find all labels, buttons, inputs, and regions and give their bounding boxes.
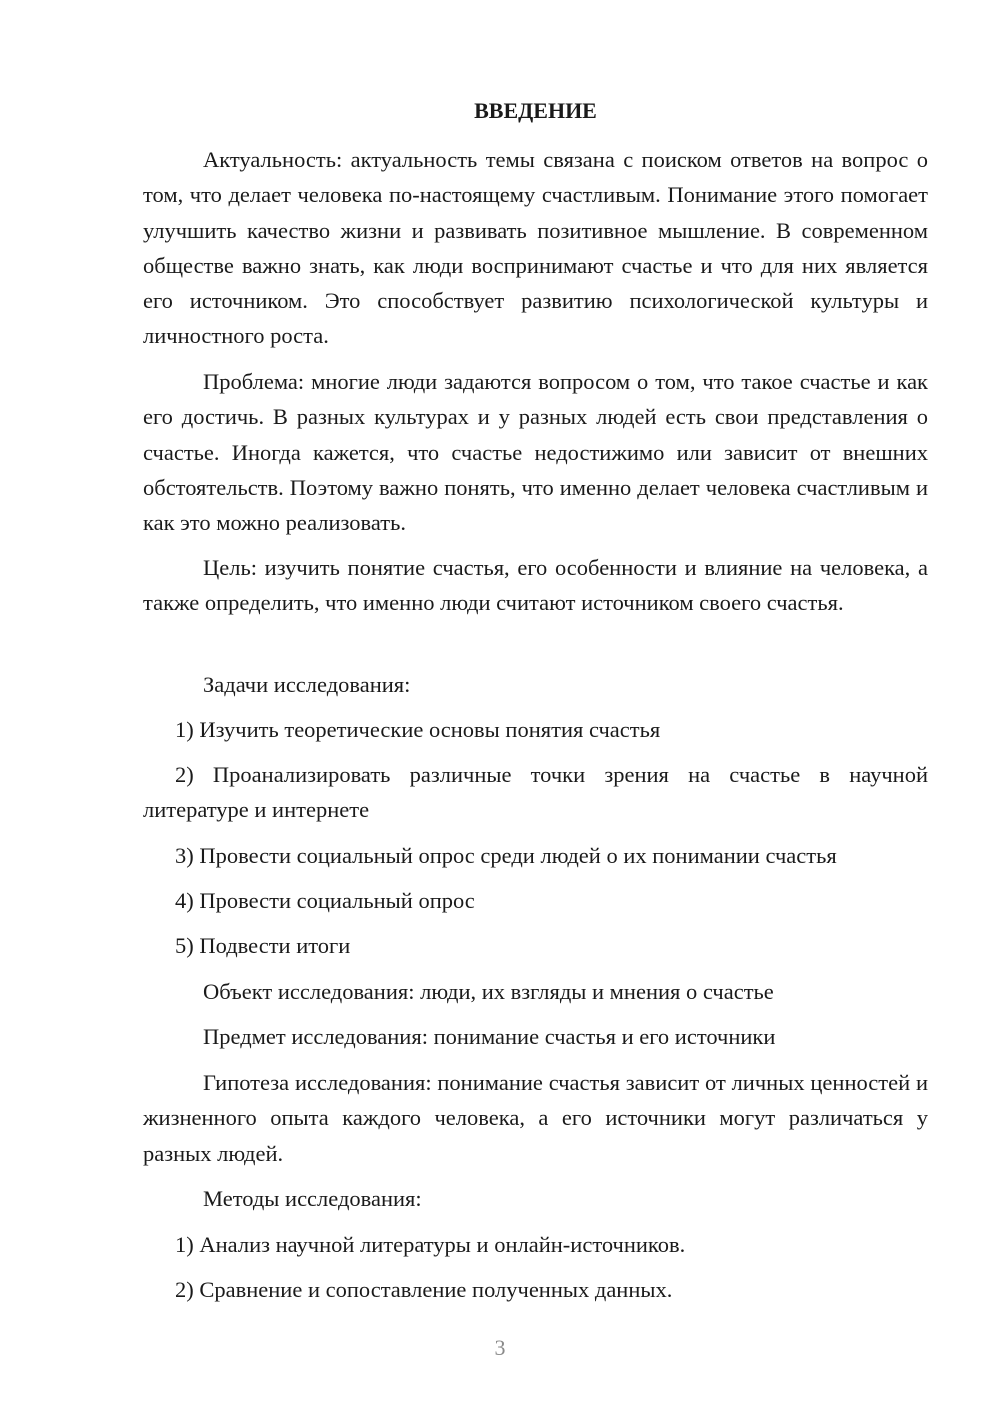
- page-number: 3: [494, 1335, 506, 1360]
- method-item-1: 1) Анализ научной литературы и онлайн-источников.: [175, 1232, 686, 1257]
- task-item-2: 2) Проанализировать различные точки зрения на счастье в научной литературе и интернете: [143, 762, 928, 823]
- problem-paragraph: Проблема: многие люди задаются вопросом о том, что такое счастье и как его достичь. В разных культурах и у разных людей есть свои представления о счастье. Иногда кажется, что счастье недостижимо или зависит от внешних обстоятельств. Поэтому важно понять, что именно делает человека счастливым и как это можно реализовать.: [143, 369, 928, 536]
- methods-heading: Методы исследования:: [203, 1186, 422, 1211]
- task-item-1: 1) Изучить теоретические основы понятия счастья: [175, 717, 661, 742]
- method-item-2: 2) Сравнение и сопоставление полученных данных.: [175, 1277, 673, 1302]
- section-title: ВВЕДЕНИЕ: [474, 98, 597, 123]
- task-item-4: 4) Провести социальный опрос: [175, 888, 475, 913]
- goal-paragraph: Цель: изучить понятие счастья, его особенности и влияние на человека, а также определить, что именно люди считают источником своего счастья.: [143, 555, 928, 616]
- task-item-5: 5) Подвести итоги: [175, 933, 351, 958]
- relevance-paragraph: Актуальность: актуальность темы связана с поиском ответов на вопрос о том, что делает человека по-настоящему счастливым. Понимание этого помогает улучшить качество жизни и развивать позитивное мышление. В современном обществе важно знать, как люди воспринимают счастье и что для них является его источником. Это способствует развитию психологической культуры и личностного роста.: [143, 147, 928, 349]
- subject-paragraph: Предмет исследования: понимание счастья и его источники: [203, 1024, 776, 1049]
- tasks-heading: Задачи исследования:: [203, 672, 411, 697]
- hypothesis-paragraph: Гипотеза исследования: понимание счастья зависит от личных ценностей и жизненного опыта каждого человека, а его источники могут различаться у разных людей.: [143, 1070, 928, 1166]
- task-item-3: 3) Провести социальный опрос среди людей о их понимании счастья: [175, 843, 837, 868]
- object-paragraph: Объект исследования: люди, их взгляды и мнения о счастье: [203, 979, 774, 1004]
